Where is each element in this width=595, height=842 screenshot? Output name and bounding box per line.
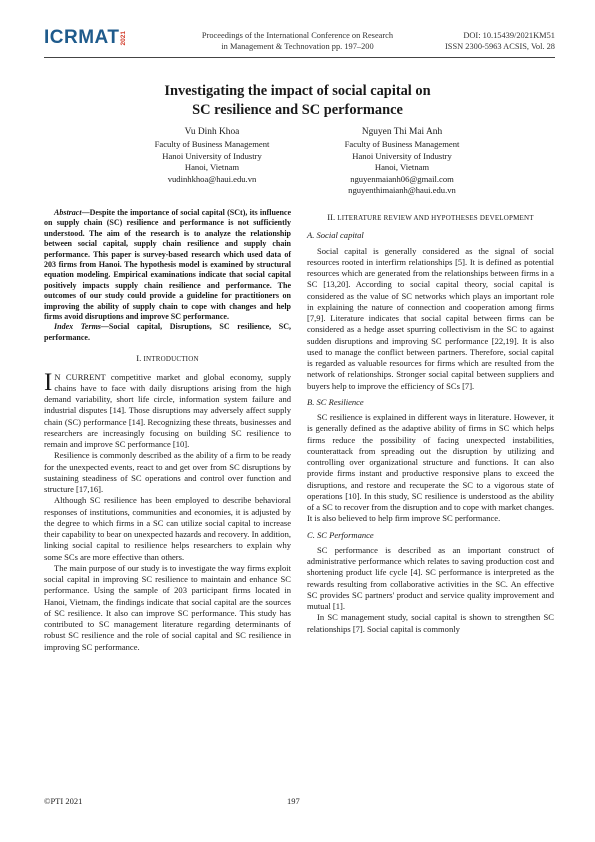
copyright: ©PTI 2021: [44, 796, 83, 806]
author-university: Hanoi University of Industry: [352, 150, 452, 161]
section-numeral: II.: [327, 212, 336, 222]
intro-paragraph-2: Resilience is commonly described as the ability of a firm to be ready for the unexpected events, react to and get over from SC disruptions by sustaining steadiness of SC operations and control over function and structure [17,16].: [44, 450, 291, 495]
author-affiliation: Faculty of Business Management: [154, 139, 270, 149]
subsection-title: SC Performance: [316, 529, 374, 540]
social-capital-paragraph: Social capital is generally considered as the signal of social resources rooted in interfirm relationships [5]. It is defined as potential resources which are generated from the relationships between firms in a SC [13,20]. According to social capital theory, social capital is considered as the value of SC networks which plays an important role in explaining the nature of connection and cooperation among firms [7,9]. Literature indicates that social capital between firms can be considered as a hedge asset spurring collectivism in the SC to against sudden disruptions and improving SC performance [22,19]. It is also used to manage the conflict between partners. Therefore, social capital is regarded as valuable resources for firms which are resulted from the network of relationships. Stronger social capital between suppliers and buyers help to improve the efficiency of SCs [7].: [307, 245, 554, 391]
subsection-label: C.: [307, 529, 315, 540]
author-email[interactable]: nguyenmaianh06@gmail.com: [350, 173, 454, 184]
author-location: Hanoi, Vietnam: [184, 162, 240, 173]
proceedings-line-1: Proceedings of the International Conference on Research: [201, 31, 394, 40]
subsection-label: A.: [307, 230, 315, 241]
drop-cap: I: [44, 368, 53, 396]
author-university: Hanoi University of Industry: [162, 150, 262, 161]
abstract-label: Abstract: [54, 208, 82, 217]
page-number: 197: [287, 796, 300, 806]
title-line-2: SC resilience and SC performance: [192, 102, 403, 118]
abstract-text: —Despite the importance of social capital (SCt), its influence on supply chain (SC) resilience and performance is not sufficiently understood. The aim of the research is to analyze the relationship between social capital, supply chain resilience and supply chain performance. This paper is survey-based research which used data of 203 firms from Hanoi. The hypothesis model is examined by structural equation modeling. Empirical examinations indicate that social capital positively impacts supply chain resilience and performance. The outcomes of our study could provide a guideline for practitioners on improving the ability of supply chain to cope with changes and help firms avoid disruptions and improve SC performance.: [44, 208, 291, 322]
section-title: LITERATURE REVIEW AND HYPOTHESES DEVELOPMENT: [337, 214, 534, 222]
left-column: [44, 208, 291, 653]
subsection-label: B.: [307, 396, 315, 407]
logo-year: 2021: [120, 30, 128, 46]
author-email[interactable]: vudinhkhoa@haui.edu.vn: [167, 173, 257, 184]
doi-header: [415, 30, 555, 52]
title-line-1: Investigating the impact of social capital on: [164, 83, 431, 99]
subsection-title: SC Resilience: [316, 396, 364, 407]
subsection-title: Social capital: [316, 230, 364, 241]
subsection-heading-a: [307, 230, 554, 241]
sc-resilience-paragraph: SC resilience is explained in different ways in literature. However, it is generally defined as the adaptive ability of firms in SC which helps firms reduce the possibility of facing unexpected instabilities, counterattack from spreading out the disruption by utilizing and controlling over organizational structure and functions. It can also provide firms instant and productive responsive plans to exceed the disruptions, and restore and recuperate the SC to a vigorous state of operations [10]. In this study, SC resilience is understood as the ability of a SC to recover from the disruption and to cope with market changes. It is also believed to help firm improve SC performance.: [307, 412, 554, 524]
abstract: [44, 208, 291, 322]
proceedings-header: [180, 30, 415, 52]
section-heading-introduction: [44, 353, 291, 365]
doi-text: DOI: 10.15439/2021KM51: [463, 31, 555, 40]
author-affiliation: Faculty of Business Management: [344, 139, 460, 149]
author-block-2: [282, 126, 522, 197]
sc-performance-paragraph-1: SC performance is described as an important construct of administrative performance which relates to saving production cost and shortening product life cycle [4]. SC performance is interpreted as the rewards resulting from collaborative activities in the SC. An effective SC provides SC partners' product and service quality improvement and mutual [1].: [307, 544, 554, 611]
author-email-secondary[interactable]: nguyenthimaianh@haui.edu.vn: [348, 185, 456, 196]
intro-paragraph-4: The main purpose of our study is to investigate the way firms exploit social capital in improving SC resilience to maintain and enhance SC performance. Using the sample of 203 participant firms located in Hanoi, Vietnam, the findings indicate that social capital are the sources of SC resilience. It also can improve SC performance. This study has contributed to SC management literature regarding determinants of robust SC resilience and the role of social capital and SC resilience in improving SC performance.: [44, 562, 291, 652]
author-name: Vu Dinh Khoa: [184, 127, 240, 137]
conference-logo: [44, 27, 128, 49]
header-rule: [44, 57, 555, 58]
paragraph-text: N CURRENT competitive market and global economy, supply chains have to face with daily disruptions arising from the high demand variability, short life circle, information system failure and industrial disputes [14]. Those disruptions may adversely affect supply chain (SC) performance [14]. Recognizing these threats, businesses and researchers are increasingly focusing on building SC resilience to remain and improve SC performance [10].: [44, 371, 291, 450]
author-name: Nguyen Thi Mai Anh: [361, 127, 443, 137]
intro-paragraph-3: Although SC resilience has been employed to describe behavioral responses of institutions, communities and economies, it is adjusted by the degree to which firms in a SC can utilize social capital to increase their capability to bear on unexpected hazards and recovery. In addition, linking social capital to resilience helps researchers to explain why some SCs are more effective than others.: [44, 495, 291, 562]
right-column: [307, 208, 554, 635]
subsection-heading-c: [307, 530, 554, 541]
subsection-heading-b: [307, 397, 554, 408]
logo-text: ICRMAT: [44, 27, 120, 48]
paper-title: [60, 82, 535, 120]
section-heading-literature: [307, 212, 554, 224]
index-terms-label: Index Terms: [54, 322, 101, 332]
section-numeral: I.: [136, 353, 142, 364]
issn-text: ISSN 2300-5963 ACSIS, Vol. 28: [445, 42, 555, 51]
index-terms: [44, 322, 291, 343]
author-location: Hanoi, Vietnam: [374, 162, 430, 173]
sc-performance-paragraph-2: In SC management study, social capital is shown to strengthen SC relationships [7]. Social capital is commonly: [307, 612, 554, 634]
index-terms-text: —Social capital, Disruptions, SC resilience, SC, performance.: [44, 322, 292, 342]
section-title: INTRODUCTION: [143, 355, 199, 364]
intro-paragraph-1: [44, 368, 291, 451]
proceedings-line-2: in Management & Technovation pp. 197–200: [221, 42, 374, 51]
